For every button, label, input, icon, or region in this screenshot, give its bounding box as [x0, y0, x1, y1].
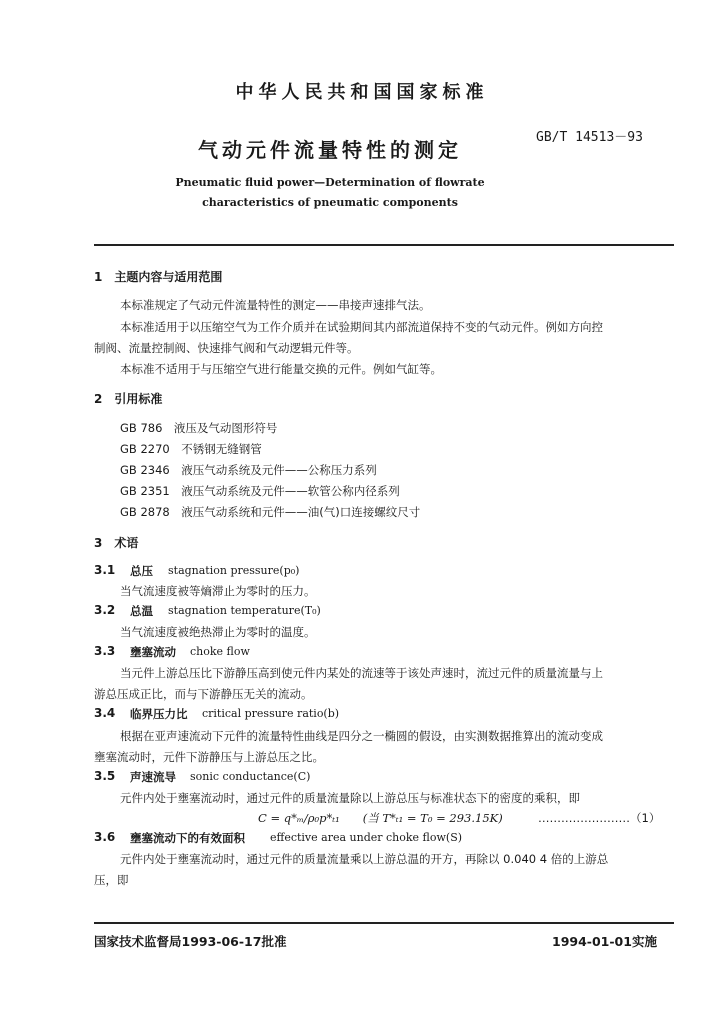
term-definition-line-2: 压，即: [94, 873, 129, 887]
term-name-en: stagnation temperature(T₀): [168, 604, 321, 617]
implementation-date: 1994-01-01实施: [552, 934, 657, 949]
term-name-zh: 壅塞流动: [130, 645, 176, 659]
section-1-heading: 1 主题内容与适用范围: [94, 270, 223, 284]
term-name-en: sonic conductance(C): [190, 770, 311, 783]
national-standard-heading: 中华人民共和国国家标准: [235, 82, 489, 103]
section-1-paragraph-1: 本标准规定了气动元件流量特性的测定——串接声速排气法。: [120, 298, 431, 312]
term-number: 3.1: [94, 563, 116, 577]
standard-code: GB/T 14513－93: [536, 130, 643, 145]
term-name-en: stagnation pressure(p₀): [168, 564, 300, 577]
reference-item: GB 2270 不锈钢无缝钢管: [120, 442, 262, 456]
term-definition-line-1: 元件内处于壅塞流动时，通过元件的质量流量乘以上游总温的开方，再除以 0.040 4 倍的上游总: [120, 852, 609, 866]
reference-item: GB 786 液压及气动图形符号: [120, 421, 278, 435]
term-name-zh: 总温: [130, 604, 153, 618]
document-title-zh: 气动元件流量特性的测定: [198, 138, 462, 162]
term-definition: 当气流速度被绝热滞止为零时的温度。: [120, 625, 316, 639]
reference-item: GB 2351 液压气动系统及元件——软管公称内径系列: [120, 484, 400, 498]
term-definition-line-1: 当元件上游总压比下游静压高到使元件内某处的流速等于该处声速时，流过元件的质量流量与上: [120, 666, 603, 680]
term-definition: 当气流速度被等熵滞止为零时的压力。: [120, 584, 316, 598]
term-name-zh: 总压: [130, 564, 153, 578]
term-number: 3.2: [94, 603, 116, 617]
term-name-zh: 临界压力比: [130, 707, 188, 721]
section-3-heading: 3 术语: [94, 536, 139, 550]
term-name-zh: 声速流导: [130, 770, 176, 784]
document-title-en-line1: Pneumatic fluid power—Determination of flowrate: [175, 176, 485, 189]
term-number: 3.4: [94, 706, 116, 720]
reference-item: GB 2878 液压气动系统和元件——油(气)口连接螺纹尺寸: [120, 505, 421, 519]
term-number: 3.5: [94, 769, 116, 783]
term-definition: 元件内处于壅塞流动时，通过元件的质量流量除以上游总压与标准状态下的密度的乘积，即: [120, 791, 580, 805]
document-title-en-line2: characteristics of pneumatic components: [202, 196, 458, 209]
formula: C = q*ₘ/ρ₀p*ₜ₁ (当 T*ₜ₁ = T₀ = 293.15K): [258, 811, 503, 825]
term-definition-line-2: 壅塞流动时，元件下游静压与上游总压之比。: [94, 750, 324, 764]
term-name-zh: 壅塞流动下的有效面积: [130, 831, 245, 845]
section-1-paragraph-2-line-2: 制阀、流量控制阀、快速排气阀和气动逻辑元件等。: [94, 341, 359, 355]
top-divider: [94, 244, 674, 246]
term-definition-line-1: 根据在亚声速流动下元件的流量特性曲线是四分之一椭圆的假设，由实测数据推算出的流动变成: [120, 729, 603, 743]
term-name-en: critical pressure ratio(b): [202, 707, 340, 720]
term-number: 3.3: [94, 644, 116, 658]
approval-date: 国家技术监督局1993-06-17批准: [94, 934, 287, 949]
formula-number: ……………………（1）: [538, 811, 661, 825]
term-number: 3.6: [94, 830, 116, 844]
term-name-en: choke flow: [190, 645, 250, 658]
reference-item: GB 2346 液压气动系统及元件——公称压力系列: [120, 463, 377, 477]
term-name-en: effective area under choke flow(S): [270, 831, 463, 844]
section-1-paragraph-2-line-1: 本标准适用于以压缩空气为工作介质并在试验期间其内部流道保持不变的气动元件。例如方向控: [120, 320, 603, 334]
bottom-divider: [94, 922, 674, 924]
term-definition-line-2: 游总压成正比，而与下游静压无关的流动。: [94, 687, 313, 701]
section-1-paragraph-3: 本标准不适用于与压缩空气进行能量交换的元件。例如气缸等。: [120, 362, 442, 376]
section-2-heading: 2 引用标准: [94, 392, 163, 406]
